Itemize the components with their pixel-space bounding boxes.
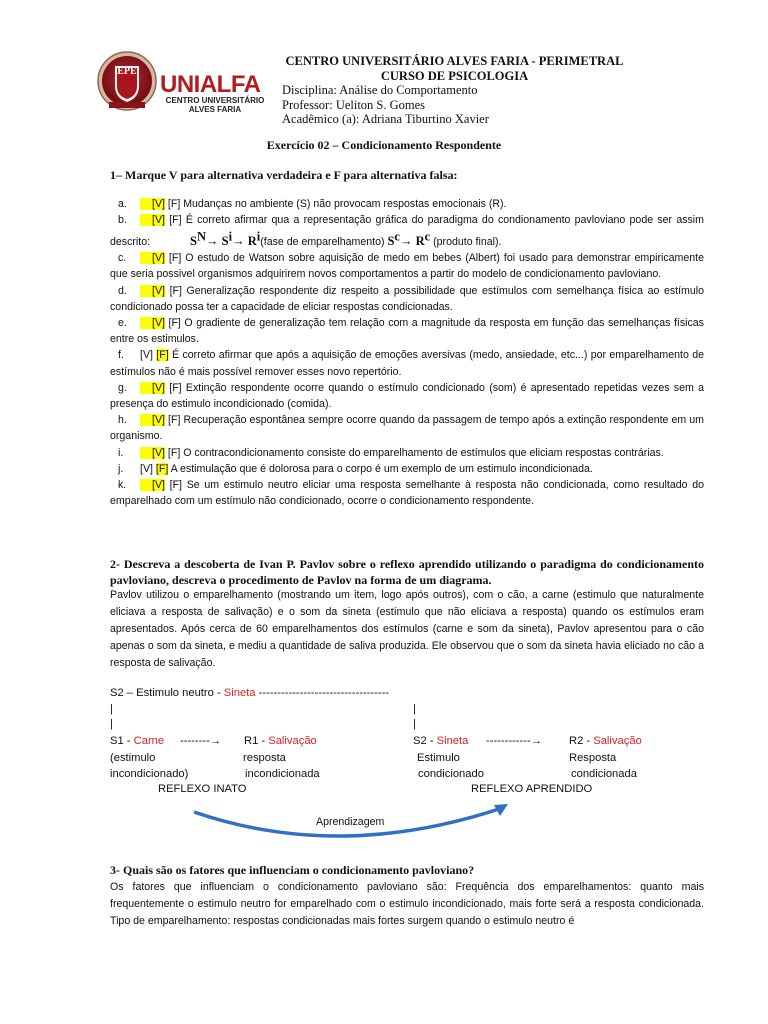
diagram-bar-right-2: | <box>413 718 416 730</box>
item-letter: f. <box>118 349 124 362</box>
question-item <box>110 445 704 461</box>
right-resp-1: Resposta <box>569 752 617 764</box>
question-item <box>110 347 704 379</box>
left-stim-1: (estimulo <box>110 752 156 764</box>
true-option: [V] <box>140 462 153 475</box>
false-option: [F] <box>168 414 181 427</box>
logo-subtitle-2: ALVES FARIA <box>188 105 242 114</box>
false-option: [F] <box>156 349 169 362</box>
false-option: [F] <box>169 478 182 491</box>
formula-part5: → R <box>399 233 425 248</box>
formula-sup5: c <box>424 229 431 244</box>
true-option: [V] <box>140 214 165 226</box>
neutral-stimulus-label: S2 – Estimulo neutro - <box>110 687 224 699</box>
right-stim-1: Estimulo <box>417 752 460 764</box>
arrow-right-dash: ------------ <box>486 735 531 747</box>
right-resp-2: condicionada <box>571 768 637 780</box>
true-option: [V] <box>140 414 165 426</box>
true-option: [V] <box>140 382 165 394</box>
neutral-stimulus-dash: ----------------------------------- <box>255 687 390 699</box>
question-item <box>110 315 704 347</box>
question-item <box>110 283 704 315</box>
s2b-label: S2 - <box>413 735 437 747</box>
question-3-answer: Os fatores que influenciam o condicionamento pavloviano são: Frequência dos emparelhamentos: quanto mais frequentemente o estimulo neutro for emparelhado com o estimulo incondicionado, mais forte será a resposta condicionada. Tipo de emparelhamento: respostas condicionadas mais fortes surgem quando o estimulo neutro é <box>110 881 704 927</box>
item-text: Generalização respondente diz respeito a possibilidade que estímulos com semelhança física ao estímulo condicionado possa ter a capacidade de eliciar respostas condicionadas. <box>110 284 704 313</box>
formula-note1: (fase de emparelhamento) <box>260 235 385 248</box>
item-letter: d. <box>118 284 127 297</box>
diagram-bar-right-1: | <box>413 703 416 715</box>
formula-sup3: i <box>256 229 261 244</box>
false-option: [F] <box>167 446 181 459</box>
diagram-r1 <box>244 734 317 748</box>
neutral-stimulus-red: Sineta <box>223 687 256 699</box>
false-option: [F] <box>168 316 181 329</box>
question-2-answer: Pavlov utilizou o emparelhamento (mostrando um item, logo após outros), com o cão, a carne (estimulo que naturalmente eliciava a resposta de salivação) e o som da sineta (estímulo que não eliciava a resposta) quando os estímulos eram apresentados. Após cerca de 60 emparelhamentos dos estímulos (carne e som da sineta), Pavlov apresentou para o cão apenas o som da sineta, e mediu a quantidade de saliva produzida. Ele observou que o som da sineta havia eliciado no cão a resposta de salivação. <box>110 589 704 669</box>
arrow-left-icon: → <box>209 735 221 747</box>
diagram-arrow-right <box>486 734 542 748</box>
item-letter: e. <box>118 316 127 329</box>
arrow-left-dash: -------- <box>180 735 210 747</box>
diagram-arrow-left <box>180 734 221 748</box>
formula-part4: S <box>387 233 395 248</box>
formula-note2: (produto final). <box>433 235 502 248</box>
false-option: [F] <box>169 284 182 297</box>
logo-subtitle-1: CENTRO UNIVERSITÁRIO <box>165 96 265 105</box>
formula-sup1: N <box>197 229 207 244</box>
reflex-innate: REFLEXO INATO <box>158 783 247 795</box>
item-letter: b. <box>118 214 127 227</box>
question-item <box>110 477 704 509</box>
item-letter: i. <box>118 446 124 459</box>
question-item <box>110 250 704 282</box>
question-item <box>110 212 704 250</box>
true-option: [V] <box>140 285 165 297</box>
r1-label: R1 - <box>244 735 269 747</box>
item-letter: c. <box>118 252 127 265</box>
true-option: [V] <box>140 349 153 362</box>
formula-sup4: c <box>394 229 400 244</box>
item-text: Recuperação espontânea sempre ocorre quando da passagem de tempo após a extinção respondente em um organismo. <box>110 414 705 443</box>
professor: Professor: Ueliton S. Gomes <box>282 97 426 112</box>
item-letter: h. <box>118 414 127 427</box>
learning-label: Aprendizagem <box>316 816 385 828</box>
r2-label: R2 - <box>569 735 594 747</box>
right-stim-2: condicionado <box>418 768 484 780</box>
diagram-bar-left-1: | <box>110 703 113 715</box>
institution-name: CENTRO UNIVERSITÁRIO ALVES FARIA - PERIMETRAL <box>285 54 624 68</box>
r2-red: Salivação <box>593 735 642 747</box>
formula-sup2: i <box>228 229 233 244</box>
s1-red: Carne <box>133 735 165 747</box>
question-1-items <box>110 196 704 509</box>
question-2-prompt: 2- Descreva a descoberta de Ivan P. Pavlov sobre o reflexo aprendido utilizando o paradigma do condicionamento pavloviano, descreva o procedimento de Pavlov na forma de um diagrama. <box>110 557 704 587</box>
item-letter: j. <box>118 462 124 475</box>
diagram-r2 <box>569 734 642 748</box>
true-option: [V] <box>140 198 165 210</box>
item-text: É correto afirmar que após a aquisição de emoções aversivas (medo, ansiedade, etc...) por emparelhamento de estímulos não é mais possível remover esses novo repertório. <box>110 349 704 378</box>
question-1-prompt: 1– Marque V para alternativa verdadeira e F para alternativa falsa: <box>110 168 458 182</box>
r1-red: Salivação <box>268 735 317 747</box>
item-letter: a. <box>118 198 127 210</box>
item-text: O estudo de Watson sobre aquisição de medo em bebes (Albert) foi usado para demonstrar empiricamente que seria possivel organismos adquirirem novos comportamentos a partir do modelo de condicionamento pavloviano. <box>110 252 704 281</box>
s1-label: S1 - <box>110 735 134 747</box>
reflex-learned: REFLEXO APRENDIDO <box>471 783 593 795</box>
false-option: [F] <box>155 462 169 475</box>
true-option: [V] <box>140 252 165 264</box>
discipline: Disciplina: Análise do Comportamento <box>282 83 478 97</box>
item-text: Se um estimulo neutro eliciar uma resposta semelhante à resposta não condicionada, como resultado do emparelhado com um estímulo não condicionado, ocorre o condicionamento respondente. <box>110 478 704 508</box>
item-text: A estimulação que é dolorosa para o corpo é um exemplo de um estimulo incondicionada. <box>170 462 593 475</box>
question-item <box>110 380 704 412</box>
true-option: [V] <box>140 479 165 491</box>
diagram-neutral-stimulus <box>110 686 389 700</box>
unialfa-crest-icon <box>96 48 158 116</box>
formula-part3: → R <box>232 233 257 248</box>
logo-text <box>160 71 270 114</box>
document-header <box>282 54 662 127</box>
true-option: [V] <box>140 447 165 459</box>
formula-prefix: ser assim descrito: <box>110 214 704 248</box>
left-resp-1: resposta <box>243 752 286 764</box>
formula-part2: → S <box>206 233 229 248</box>
formula-part1: S <box>190 233 197 248</box>
item-text: Extinção respondente ocorre quando o estímulo condicionado (som) é apresentado repetidas vezes sem a presença do estimulo incondicionado (comida). <box>110 381 704 410</box>
left-stim-2: incondicionado) <box>110 768 189 780</box>
item-letter: k. <box>118 478 127 491</box>
s2b-red: Sineta <box>436 735 469 747</box>
item-text: Mudanças no ambiente (S) não provocam respostas emocionais (R). <box>183 198 507 210</box>
diagram-s1-row <box>110 734 164 748</box>
false-option: [F] <box>168 252 182 265</box>
false-option: [F] <box>169 214 182 227</box>
item-text: O contracondicionamento consiste do emparelhamento de estímulos que eliciam respostas contrárias. <box>183 446 664 459</box>
exercise-title: Exercício 02 – Condicionamento Respondente <box>266 138 502 152</box>
diagram-bar-left-2: | <box>110 718 113 730</box>
question-item <box>110 461 704 477</box>
question-item <box>110 196 704 212</box>
false-option: [F] <box>169 381 182 394</box>
item-letter: g. <box>118 381 127 394</box>
logo-brand: UNIALFA <box>160 71 261 98</box>
question-3-prompt: 3- Quais são os fatores que influenciam o condicionamento pavloviano? <box>110 863 475 877</box>
false-option: [F] <box>167 198 181 210</box>
true-option: [V] <box>140 317 165 329</box>
diagram-s2b <box>413 734 468 748</box>
student: Acadêmico (a): Adriana Tiburtino Xavier <box>282 112 489 126</box>
question-item <box>110 412 704 444</box>
left-resp-2: incondicionada <box>245 768 320 780</box>
logo-initials: EPE <box>117 66 137 77</box>
item-text: É correto afirmar qua a representação gráfica do paradigma do condionamento pavloviano pode <box>185 214 654 227</box>
arrow-right-icon: → <box>530 735 542 747</box>
item-text: O gradiente de generalização tem relação com a magnitude da resposta em função das semelhanças físicas entre os estimulos. <box>110 316 704 346</box>
course-name: CURSO DE PSICOLOGIA <box>380 68 529 83</box>
